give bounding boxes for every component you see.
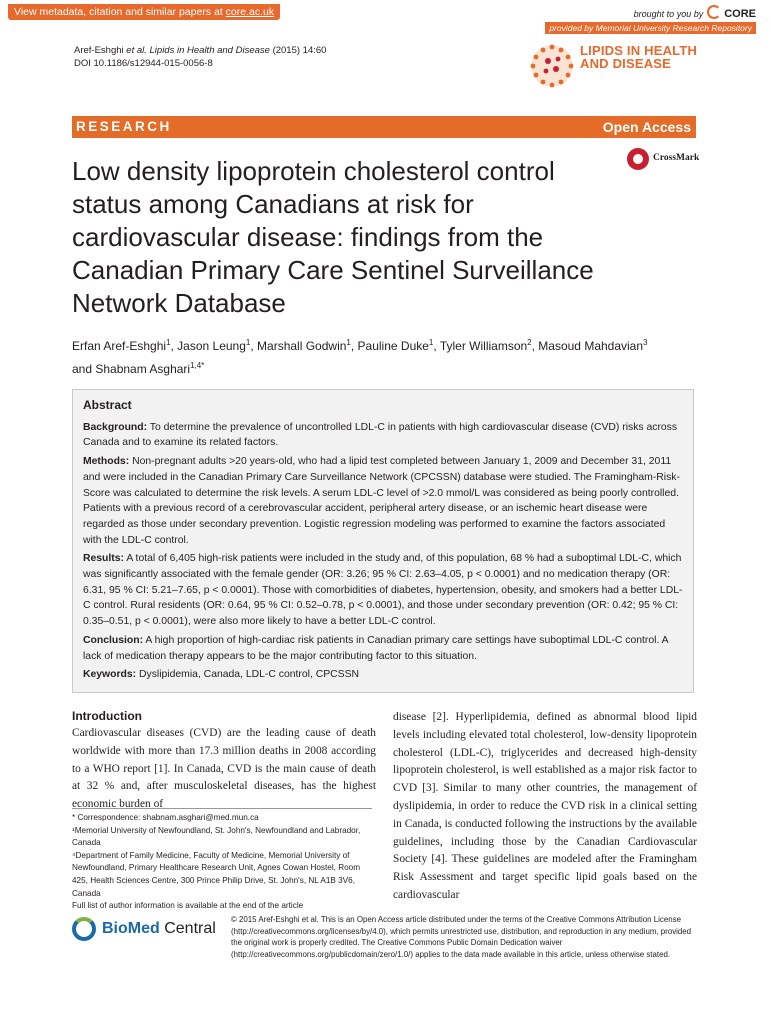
article-metadata: [74, 44, 326, 70]
core-provided-by[interactable]: provided by Memorial University Research Repository: [545, 22, 756, 34]
abstract-results-text: A total of 6,405 high-risk patients were included in the study and, of this population, 68 % had a suboptimal LDL-C, which was significantly associated with the female gender (OR: 3.26; 95 % CI: 2.63–4.05, p < 0.0001) and no medication therapy (OR: 6.31, 95 % CI: 5.21–7.65, p < 0.0001). Those with comorbidities of diabetes, hypertension, obesity, and smokers had a better LDL-C control. Rural residents (OR: 0.64, 95 % CI: 0.52–0.78, p < 0.0001), and those under secondary prevention (OR: 0.42; 95 % CI: 0.35–0.51, p < 0.0001), were also more likely to have a better LDL-C control.: [83, 553, 683, 628]
author-name: , Masoud Mahdavian: [531, 339, 644, 353]
abstract-methods: [83, 454, 683, 548]
abstract-background-text: To determine the prevalence of uncontrolled LDL-C in patients with high cardiovascular disease (CVD) risks across Canada and to examine its related factors.: [83, 421, 678, 449]
core-metadata-link[interactable]: [8, 4, 280, 20]
full-author-info-note: Full list of author information is available at the end of the article: [72, 901, 304, 911]
license-statement: © 2015 Aref-Eshghi et al. This is an Open Access article distributed under the terms of the Creative Commons Attribution License (http://creativecommons.org/licenses/by/4.0), which permits unrestricted use, distribution, and reproduction in any medium, provided the original work is properly credited. The Creative Commons Public Domain Dedication waiver (http://creativecommons.org/publicdomain/zero/1.0/) applies to the data made available in this article, unless otherwise stated.: [231, 915, 692, 960]
crossmark-label: CrossMark: [653, 153, 700, 163]
journal-name: [580, 44, 697, 70]
bmc-central-text: Central: [159, 920, 216, 937]
author-name: , Jason Leung: [170, 339, 246, 353]
biomed-central-ring-icon: [72, 917, 96, 941]
author-affiliation: 2: [527, 338, 532, 347]
doi-line: DOI 10.1186/s12944-015-0056-8: [74, 58, 213, 69]
introduction-text-right: disease [2]. Hyperlipidemia, defined as abnormal blood lipid levels including elevated total cholesterol, low-density lipoprotein cholesterol (LDL-C), triglycerides and decreased high-density lipoprotein cholesterol, is well established as a major risk factor to CVD [3]. Similar to many other countries, the management of dyslipidemia, in order to reduce the CVD risk in a clinical setting in Canada, is conducted following the instructions by the available guidelines, including those by the Canadian Cardiovascular Society [4]. These guidelines are modeled after the Framingham Risk Assessment and target specific lipid goals based on the cardiovascular: [393, 711, 697, 901]
abstract-conclusion: [83, 633, 683, 664]
footnote-divider: [72, 808, 372, 809]
footnotes: [72, 812, 372, 913]
abstract-keywords-label: Keywords:: [83, 669, 137, 681]
affiliation-note-1: ¹Memorial University of Newfoundland, St. John's, Newfoundland and Labrador, Canada: [72, 825, 361, 848]
crossmark-badge[interactable]: [627, 148, 700, 174]
body-column-left: [72, 709, 376, 814]
author-affiliation: 1: [166, 338, 171, 347]
core-brought-text: brought to you by: [633, 9, 704, 19]
abstract-heading: Abstract: [83, 398, 132, 412]
author-affiliation: 1: [245, 338, 251, 347]
abstract-keywords: [83, 667, 683, 683]
abstract-methods-text: Non-pregnant adults >20 years-old, who had a lipid test completed between January 1, 2009 and December 31, 2011 and were included in the Canadian Primary Care Surveillance Network (CPCSSN) database were studied. The Framingham-Risk-Score was calculated to determine the risk levels. A serum LDL-C level of >2.0 mmol/L was considered as being poorly controlled. Patients with a previous record of a cerebrovascular accident, peripheral artery disease, or an ischemic heart disease were regarded as those under secondary prevention. Logistic regression modeling was performed to examine the factors associated with the LDL-C control.: [83, 456, 680, 546]
abstract-methods-label: Methods:: [83, 456, 130, 468]
author-affiliation: 3: [643, 338, 648, 347]
author-affiliation: 1: [428, 338, 434, 347]
lipid-molecule-icon: [528, 42, 576, 90]
open-access-label: Open Access: [602, 119, 691, 135]
citation-journal: et al. Lipids in Health and Disease: [126, 45, 270, 56]
abstract-background-label: Background:: [83, 421, 148, 433]
author-name: , Pauline Duke: [350, 339, 429, 353]
correspondence-note: * Correspondence: shabnam.asghari@med.mun.ca: [72, 813, 259, 822]
crossmark-icon: [627, 148, 649, 170]
introduction-heading: Introduction: [72, 709, 142, 723]
journal-name-line1: LIPIDS IN HEALTH: [580, 43, 698, 58]
abstract-results: [83, 551, 683, 630]
abstract-conclusion-label: Conclusion:: [83, 634, 144, 646]
author-affiliation: 1,4*: [190, 361, 205, 370]
citation-volume: (2015) 14:60: [269, 45, 327, 56]
section-label: RESEARCH: [76, 119, 172, 134]
biomed-central-wordmark: [102, 920, 216, 938]
abstract-background: [83, 420, 683, 451]
core-brand: CORE: [724, 8, 756, 20]
abstract-conclusion-text: A high proportion of high-cardiac risk patients in Canadian primary care settings have suboptimal LDL-C control. A lack of medication therapy appears to be the major contributing factor to this situation.: [83, 634, 669, 662]
section-banner: [72, 116, 696, 138]
introduction-text-left: Cardiovascular diseases (CVD) are the leading cause of death worldwide with more than 17.3 million deaths in 2008 according to a WHO report [1]. In Canada, CVD is the main cause of death at 32 % and, after musculoskeletal diseases, has the highest economic burden of: [72, 727, 376, 811]
affiliation-note-4: ⁴Department of Family Medicine, Faculty of Medicine, Memorial University of Newfoundland, Primary Healthcare Research Unit, Agnes Cowan Hostel, Room 425, Health Sciences Centre, 300 Prince Philip Drive, St. John's, NL A1B 3V6, Canada: [72, 850, 361, 898]
author-name: and Shabnam Asghari: [72, 362, 191, 376]
article-title: Low density lipoprotein cholesterol control status among Canadians at risk for cardiovascular disease: findings from the Canadian Primary Care Sentinel Surveillance Network Database: [72, 156, 594, 318]
core-link-domain[interactable]: core.ac.uk: [225, 6, 275, 18]
author-affiliation: 1: [346, 338, 351, 347]
core-brought-by[interactable]: [634, 5, 756, 20]
author-name: , Tyler Williamson: [433, 339, 528, 353]
journal-logo: [528, 38, 708, 92]
citation-authors: Aref-Eshghi: [74, 45, 127, 56]
biomed-central-logo: [72, 915, 222, 947]
abstract-keywords-text: Dyslipidemia, Canada, LDL-C control, CPCSSN: [136, 669, 360, 681]
journal-name-line2: AND DISEASE: [580, 56, 672, 71]
core-link-text: View metadata, citation and similar papers at: [14, 6, 226, 18]
core-logo-icon: [707, 5, 721, 19]
author-name: Erfan Aref-Eshghi: [72, 339, 167, 353]
author-name: , Marshall Godwin: [250, 339, 347, 353]
bmc-bio-text: BioMed: [102, 920, 160, 937]
core-banner: [0, 0, 770, 36]
author-list: [72, 333, 692, 379]
abstract-results-label: Results:: [83, 553, 124, 565]
body-column-right: [393, 709, 697, 905]
citation-line: [74, 44, 326, 57]
abstract-box: [72, 389, 694, 693]
